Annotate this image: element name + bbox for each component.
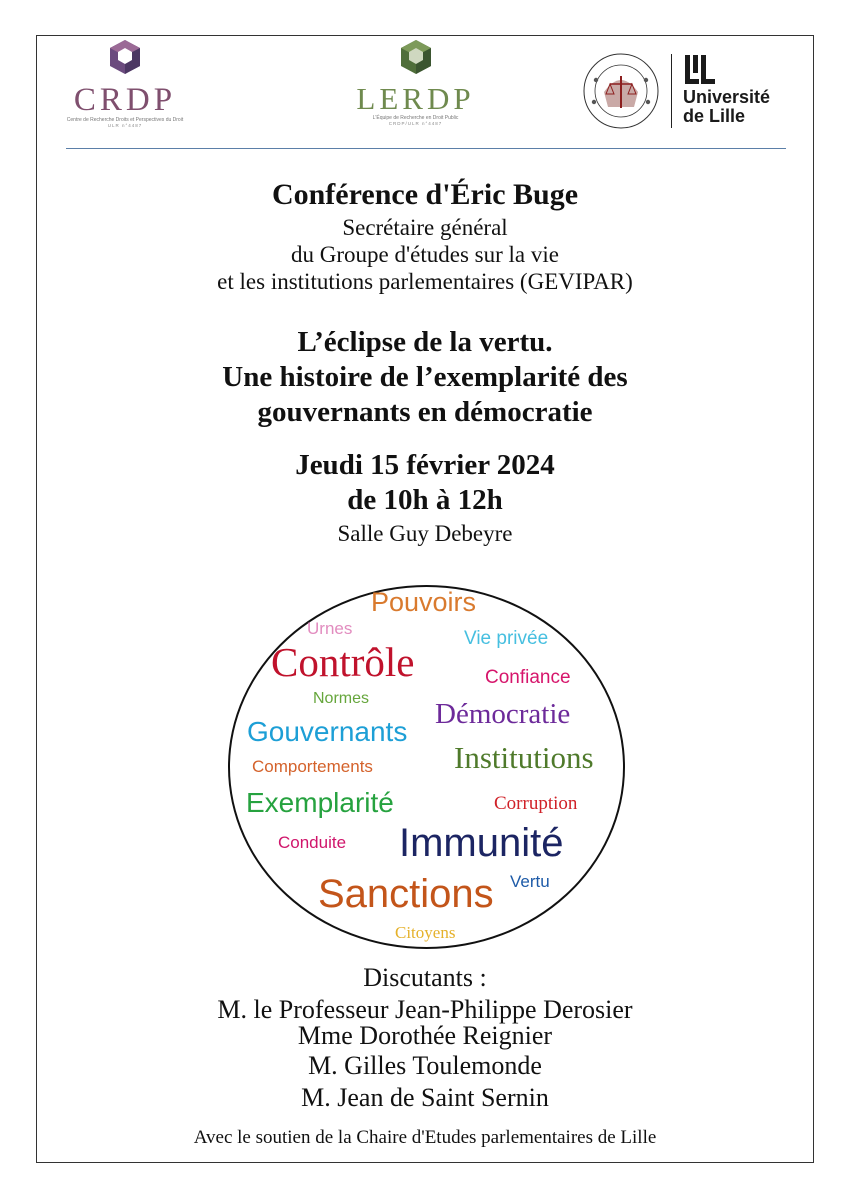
- word-sanctions: Sanctions: [318, 872, 494, 916]
- word-corruption: Corruption: [494, 793, 578, 814]
- lerdp-logo: [348, 38, 483, 126]
- word-urnes: Urnes: [307, 619, 353, 638]
- event-venue: Salle Guy Debeyre: [337, 521, 513, 546]
- universite-line1: Université: [683, 87, 771, 107]
- word-citoyens: Citoyens: [395, 923, 456, 942]
- word-vertu: Vertu: [510, 872, 550, 891]
- faculty-seal-logo: [582, 52, 660, 130]
- discussant-4: M. Jean de Saint Sernin: [301, 1083, 549, 1112]
- word-comportements: Comportements: [252, 757, 373, 776]
- crdp-logo: [60, 38, 190, 128]
- word-vie-privee: Vie privée: [464, 628, 549, 649]
- word-gouvernants: Gouvernants: [247, 716, 408, 747]
- lerdp-wordmark: LERDP: [356, 81, 475, 116]
- crdp-subtitle: Centre de Recherche Droits et Perspectives du Droit: [66, 117, 184, 123]
- word-controle: Contrôle: [271, 639, 415, 685]
- discussant-2: Mme Dorothée Reignier: [297, 1021, 553, 1050]
- logo-separator: [671, 54, 672, 128]
- crdp-tag: ULR n°4487: [107, 123, 143, 128]
- word-confiance: Confiance: [485, 667, 571, 688]
- crdp-wordmark: CRDP: [73, 82, 177, 118]
- talk-title-line-2: Une histoire de l’exemplarité des: [222, 361, 628, 393]
- word-institutions: Institutions: [454, 740, 594, 775]
- universite-lille-logo: [683, 88, 770, 126]
- lerdp-subtitle: L'Équipe de Recherche en Droit Public: [372, 115, 459, 121]
- speaker-role-line-2: du Groupe d'études sur la vie: [291, 242, 559, 267]
- word-immunite: Immunité: [399, 821, 564, 865]
- event-date: Jeudi 15 février 2024: [295, 449, 555, 481]
- word-democratie: Démocratie: [435, 698, 571, 730]
- word-pouvoirs: Pouvoirs: [371, 587, 477, 617]
- talk-title-line-3: gouvernants en démocratie: [257, 396, 593, 428]
- cube-icon: [108, 38, 142, 76]
- discussant-3: M. Gilles Toulemonde: [308, 1051, 542, 1080]
- speaker-role-line-3: et les institutions parlementaires (GEVIPAR): [217, 269, 633, 294]
- word-normes: Normes: [313, 690, 370, 707]
- discussants-heading: Discutants :: [363, 963, 487, 992]
- header-rule: [66, 148, 786, 149]
- event-time: de 10h à 12h: [347, 484, 503, 516]
- word-exemplarite: Exemplarité: [246, 787, 394, 818]
- talk-title-line-1: L’éclipse de la vertu.: [297, 326, 553, 358]
- discussant-1: M. le Professeur Jean-Philippe Derosier: [217, 995, 633, 1024]
- cube-icon: [399, 38, 433, 76]
- lerdp-tag: CRDP/ULR n°4487: [388, 121, 443, 126]
- universite-lille-mark-icon: [684, 55, 718, 85]
- speaker-role-line-1: Secrétaire général: [342, 215, 508, 240]
- universite-line2: de Lille: [683, 106, 746, 126]
- footer-support: Avec le soutien de la Chaire d'Etudes parlementaires de Lille: [193, 1127, 657, 1148]
- conference-title: Conférence d'Éric Buge: [271, 178, 579, 211]
- word-conduite: Conduite: [278, 833, 347, 852]
